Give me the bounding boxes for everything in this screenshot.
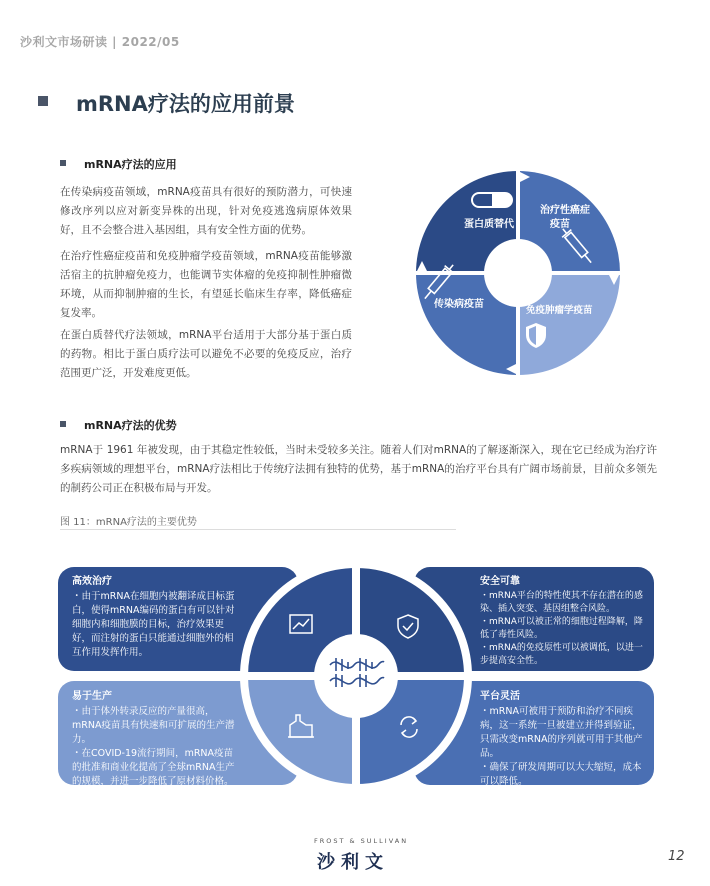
advantage-card-safety (470, 568, 654, 675)
caption-divider (60, 529, 456, 530)
advantage-card-production (62, 683, 252, 796)
advantage-body: ・mRNA可被用于预防和治疗不同疾病，这一系统一旦被建立并得到验证，只需改变mRNA的序列就可用于其他产品。 ・确保了研发周期可以大大缩短，成本可以降低。 (480, 706, 643, 787)
advantage-body: ・由于体外转录反应的产量很高，mRNA疫苗具有快速和可扩展的生产潜力。 ・在COVID-19流行期间，mRNA疫苗的批准和商业化提高了全球mRNA生产的规模，并进一步降低了原材料价格。 (72, 706, 235, 787)
title-marker (38, 96, 48, 106)
cycle-label-infectious: 传染病疫苗 (434, 299, 484, 310)
section2-title: mRNA疗法的优势 (84, 419, 177, 432)
advantage-body: ・mRNA平台的特性使其不存在潜在的感染、插入突变、基因组整合风险。 ・mRNA可以被正常的细胞过程降解，降低了毒性风险。 ・mRNA的免疫原性可以被调低，以进一步提高安全性。 (480, 591, 643, 666)
application-cycle-diagram (408, 163, 628, 383)
cycle-label-protein: 蛋白质替代 (464, 219, 514, 230)
cycle-label-cancer-2: 疫苗 (550, 219, 570, 230)
page-number: 12 (668, 849, 685, 864)
page-title: mRNA疗法的应用前景 (76, 92, 295, 116)
advantage-title: 高效治疗 (72, 576, 112, 587)
figure-caption: 图 11：mRNA疗法的主要优势 (60, 517, 197, 528)
advantage-title: 平台灵活 (480, 691, 520, 702)
advantage-card-flexibility (470, 683, 654, 796)
section1-paragraph-2: 在治疗性癌症疫苗和免疫肿瘤学疫苗领域，mRNA疫苗能够激活宿主的抗肿瘤免疫力，也能调节实体瘤的免疫抑制性肿瘤微环境，从而抑制肿瘤的生长，有望延长临床生存率，降低癌症复发率。 (60, 250, 352, 319)
section-marker (60, 160, 66, 166)
advantage-title: 易于生产 (72, 691, 112, 702)
advantage-card-efficacy (62, 568, 252, 667)
section1-paragraph-1: 在传染病疫苗领域，mRNA疫苗具有很好的预防潜力，可快速修改序列以应对新变异株的出现，针对免疫逃逸病原体效果好，且不会整合进入基因组，具有安全性方面的优势。 (60, 186, 352, 236)
logo-chinese: 沙利文 (317, 852, 389, 873)
logo-english: FROST & SULLIVAN (314, 837, 409, 845)
advantage-body: ・由于mRNA在细胞内被翻译成目标蛋白，使得mRNA编码的蛋白有可以针对细胞内和细胞膜的目标，治疗效果更好，而注射的蛋白只能通过细胞外的相互作用发挥作用。 (72, 591, 235, 658)
section1-paragraph-3: 在蛋白质替代疗法领域，mRNA平台适用于大部分基于蛋白质的药物。相比于蛋白质疗法可以避免不必要的免疫反应，治疗范围更广泛，开发难度更低。 (60, 329, 352, 379)
advantage-title: 安全可靠 (480, 576, 520, 587)
report-header: 沙利文市场研读 | 2022/05 (20, 35, 180, 49)
section2-paragraph: mRNA于 1961 年被发现，由于其稳定性较低，当时未受较多关注。随着人们对mRNA的了解逐渐深入，现在它已经成为治疗许多疾病领域的理想平台，mRNA疗法相比于传统疗法拥有独特的优势，基于mRNA的治疗平台具有广阔市场前景，目前众多领先的制药公司正在积极布局与开发。 (60, 444, 657, 494)
cycle-label-immuno: 免疫肿瘤学疫苗 (526, 305, 593, 316)
section-marker-2 (60, 421, 66, 427)
cycle-label-cancer-1: 治疗性癌症 (540, 205, 590, 216)
section1-title: mRNA疗法的应用 (84, 158, 177, 171)
